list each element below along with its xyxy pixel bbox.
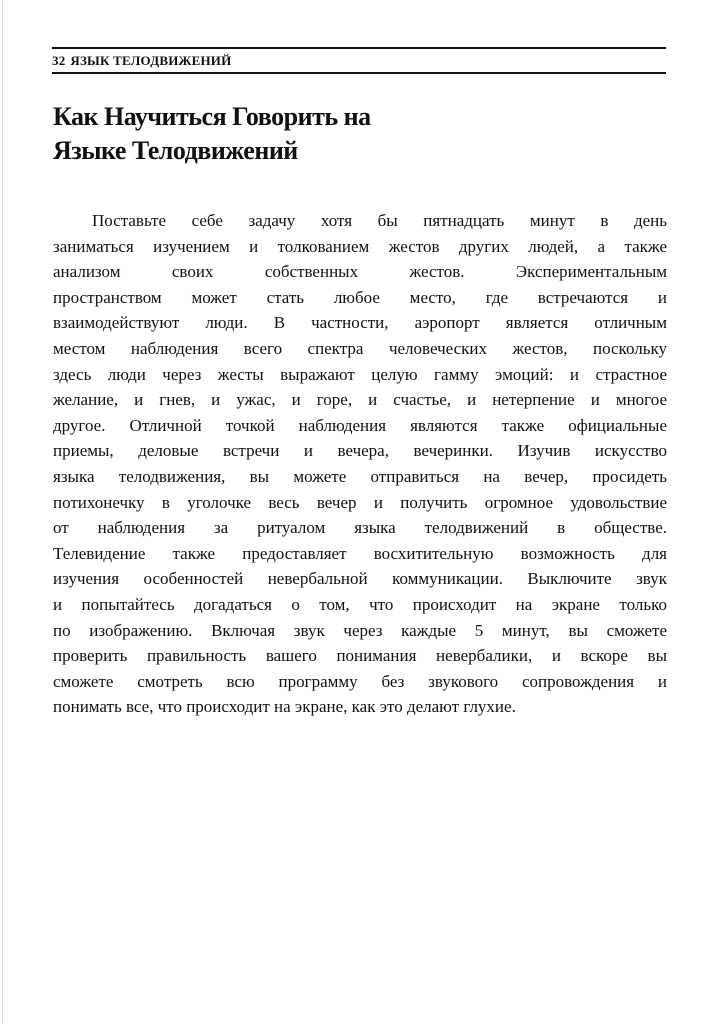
paragraph-line: заниматься изучением и толкованием жестов других людей, а также <box>53 236 667 256</box>
section-title-line: Языке Телодвижений <box>53 136 298 165</box>
paragraph-line: Телевидение также предоставляет восхитительную возможность для <box>53 543 667 563</box>
page-edge <box>2 0 3 1024</box>
paragraph-line: сможете смотреть всю программу без звукового сопровождения и <box>53 671 667 691</box>
body-paragraph <box>53 208 667 720</box>
running-head <box>52 47 666 77</box>
paragraph-line: желание, и гнев, и ужас, и горе, и счастье, и нетерпение и многое <box>53 390 667 410</box>
paragraph-line: Поставьте себе задачу хотя бы пятнадцать минут в день <box>92 211 667 230</box>
paragraph-line: по изображению. Включая звук через каждые 5 минут, вы сможете <box>53 620 667 640</box>
header-rule-bottom <box>52 72 666 74</box>
section-title <box>53 100 613 168</box>
page-number: 32 <box>52 53 66 68</box>
running-head-text <box>52 53 231 69</box>
paragraph-line: приемы, деловые встречи и вечера, вечеринки. Изучив искусство <box>53 441 667 461</box>
paragraph-line: проверить правильность вашего понимания невербалики, и вскоре вы <box>53 646 667 666</box>
paragraph-line: языка телодвижения, вы можете отправиться на вечер, просидеть <box>53 466 667 486</box>
paragraph-line: здесь люди через жесты выражают целую гамму эмоций: и страстное <box>53 364 667 384</box>
header-rule-top <box>52 47 666 49</box>
paragraph-line: местом наблюдения всего спектра человеческих жестов, поскольку <box>53 338 667 358</box>
paragraph-line: изучения особенностей невербальной коммуникации. Выключите звук <box>53 569 667 589</box>
paragraph-line: понимать все, что происходит на экране, как это делают глухие. <box>53 697 516 717</box>
paragraph-line: и попытайтесь догадаться о том, что происходит на экране только <box>53 594 667 614</box>
paragraph-line: другое. Отличной точкой наблюдения являются также официальные <box>53 415 667 435</box>
running-title: ЯЗЫК ТЕЛОДВИЖЕНИЙ <box>70 53 232 68</box>
paragraph-line: взаимодействуют люди. В частности, аэропорт является отличным <box>53 313 667 333</box>
section-title-line: Как Научиться Говорить на <box>53 102 371 131</box>
paragraph-line: пространством может стать любое место, где встречаются и <box>53 287 667 307</box>
paragraph-line: от наблюдения за ритуалом языка телодвижений в обществе. <box>53 518 667 538</box>
paragraph-line: потихонечку в уголочке весь вечер и получить огромное удовольствие <box>53 492 667 512</box>
paragraph-line: анализом своих собственных жестов. Экспериментальным <box>53 262 667 282</box>
